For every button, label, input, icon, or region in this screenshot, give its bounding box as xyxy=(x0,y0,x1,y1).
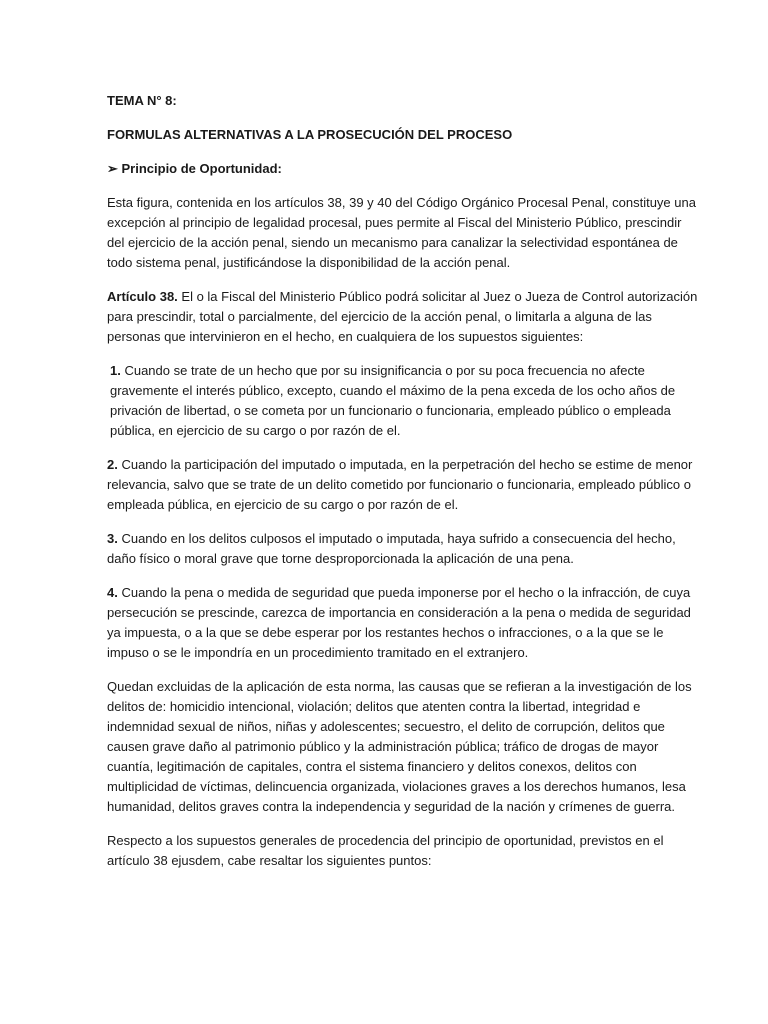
item-text: Cuando la participación del imputado o imputada, en la perpetración del hecho se estime de menor relevancia, salvo que se trate de un delito cometido por funcionario o funcionaria, empleado público o empleada pública, en ejercicio de su cargo o por razón de el. xyxy=(107,457,693,512)
list-item xyxy=(107,455,698,515)
item-text: Cuando en los delitos culposos el imputado o imputada, haya sufrido a consecuencia del hecho, daño físico o moral grave que torne desproporcionada la aplicación de una pena. xyxy=(107,531,676,566)
article-paragraph xyxy=(107,287,698,347)
item-text: Cuando se trate de un hecho que por su insignificancia o por su poca frecuencia no afecte gravemente el interés público, excepto, cuando el máximo de la pena exceda de los ocho años de privación de libertad, o se cometa por un funcionario o funcionaria, empleado público o empleada pública, en ejercicio de su cargo o por razón de el. xyxy=(110,363,676,438)
item-number: 2. xyxy=(107,457,118,472)
intro-paragraph: Esta figura, contenida en los artículos 38, 39 y 40 del Código Orgánico Procesal Penal, constituye una excepción al principio de legalidad procesal, pues permite al Fiscal del Ministerio Público, prescindir del ejercicio de la acción penal, siendo un mecanismo para canalizar la selectividad espontánea de todo sistema penal, justificándose la disponibilidad de la acción penal. xyxy=(107,195,696,270)
document-title: FORMULAS ALTERNATIVAS A LA PROSECUCIÓN DEL PROCESO xyxy=(107,127,513,142)
article-label: Artículo 38. xyxy=(107,289,178,304)
item-number: 4. xyxy=(107,585,118,600)
list-item xyxy=(107,583,698,663)
principle-heading: ➢ Principio de Oportunidad: xyxy=(107,161,282,176)
list-item xyxy=(107,529,698,569)
article-text: El o la Fiscal del Ministerio Público podrá solicitar al Juez o Jueza de Control autorización para prescindir, total o parcialmente, del ejercicio de la acción penal, o limitarla a alguna de las personas que intervinieron en el hecho, en cualquiera de los supuestos siguientes: xyxy=(107,289,698,344)
closing-paragraph: Respecto a los supuestos generales de procedencia del principio de oportunidad, previstos en el artículo 38 ejusdem, cabe resaltar los siguientes puntos: xyxy=(107,833,664,868)
exclusions-paragraph: Quedan excluidas de la aplicación de esta norma, las causas que se refieran a la investigación de los delitos de: homicidio intencional, violación; delitos que atenten contra la libertad, integridad e indemnidad sexual de niños, niñas y adolescentes; secuestro, el delito de corrupción, delitos que causen grave daño al patrimonio público y la administración pública; tráfico de drogas de mayor cuantía, legitimación de capitales, contra el sistema financiero y delitos conexos, delitos con multiplicidad de víctimas, delincuencia organizada, violaciones graves a los derechos humanos, lesa humanidad, delitos graves contra la independencia y seguridad de la nación y crímenes de guerra. xyxy=(107,679,692,814)
item-number: 1. xyxy=(110,363,121,378)
tema-heading: TEMA N° 8: xyxy=(107,93,177,108)
item-text: Cuando la pena o medida de seguridad que pueda imponerse por el hecho o la infracción, de cuya persecución se prescinde, carezca de importancia en consideración a la pena o medida de seguridad ya impuesta, o a la que se debe esperar por los restantes hechos o infracciones, o a la que se le impuso o se le impondría en un procedimiento tramitado en el extranjero. xyxy=(107,585,691,660)
list-item xyxy=(107,361,698,441)
item-number: 3. xyxy=(107,531,118,546)
